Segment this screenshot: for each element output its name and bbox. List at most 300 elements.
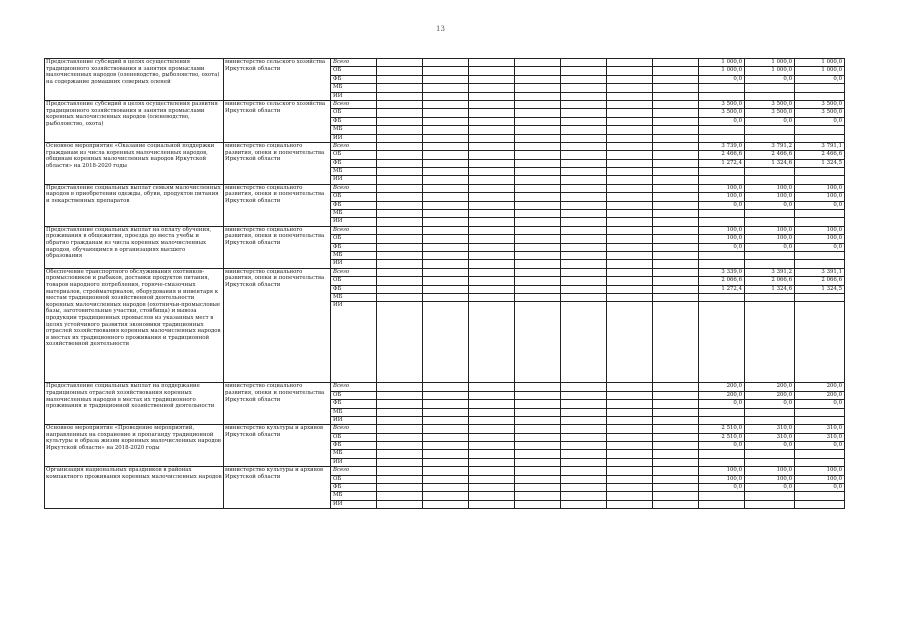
empty-cell xyxy=(561,416,607,424)
activity-cell: Предоставление субсидий в целях осуществления традиционного хозяйствования и занятия промыслами малочисленных народов (оленеводство, рыболовство, охота) на содержание домашних северных оленей xyxy=(45,59,224,101)
empty-cell xyxy=(515,383,561,391)
empty-cell xyxy=(653,383,699,391)
value-cell: 3 791,1 xyxy=(795,142,845,150)
empty-cell xyxy=(653,193,699,201)
empty-cell xyxy=(653,285,699,293)
table-body xyxy=(45,59,845,509)
empty-cell xyxy=(423,391,469,399)
empty-cell xyxy=(607,159,653,167)
value-cell: 0,0 xyxy=(745,117,795,125)
value-cell xyxy=(795,168,845,176)
agency-cell: министерство сельского хозяйства Иркутской области xyxy=(224,59,331,101)
value-cell: 1 000,0 xyxy=(699,67,745,75)
empty-cell xyxy=(377,100,423,108)
source-cell: МБ xyxy=(331,251,377,259)
empty-cell xyxy=(515,475,561,483)
source-cell: ФБ xyxy=(331,117,377,125)
agency-cell: министерство социального развития, опеки и попечительства Иркутской области xyxy=(224,142,331,184)
source-cell: ОБ xyxy=(331,277,377,285)
empty-cell xyxy=(561,184,607,192)
empty-cell xyxy=(515,492,561,500)
empty-cell xyxy=(607,117,653,125)
empty-cell xyxy=(423,433,469,441)
value-cell: 0,0 xyxy=(795,117,845,125)
empty-cell xyxy=(469,425,515,433)
empty-cell xyxy=(561,383,607,391)
empty-cell xyxy=(561,126,607,134)
value-cell xyxy=(745,416,795,424)
source-cell: ИИ xyxy=(331,302,377,383)
empty-cell xyxy=(515,84,561,92)
empty-cell xyxy=(653,484,699,492)
page-number: 13 xyxy=(436,25,445,33)
agency-cell: министерство социального развития, опеки и попечительства Иркутской области xyxy=(224,226,331,268)
empty-cell xyxy=(377,92,423,100)
empty-cell xyxy=(653,251,699,259)
source-cell: МБ xyxy=(331,450,377,458)
empty-cell xyxy=(561,92,607,100)
empty-cell xyxy=(653,475,699,483)
empty-cell xyxy=(653,134,699,142)
value-cell xyxy=(795,408,845,416)
empty-cell xyxy=(653,391,699,399)
empty-cell xyxy=(377,193,423,201)
empty-cell xyxy=(515,408,561,416)
empty-cell xyxy=(423,425,469,433)
empty-cell xyxy=(423,210,469,218)
empty-cell xyxy=(515,433,561,441)
empty-cell xyxy=(469,92,515,100)
empty-cell xyxy=(561,467,607,475)
empty-cell xyxy=(423,467,469,475)
value-cell: 3 391,1 xyxy=(795,268,845,276)
empty-cell xyxy=(377,277,423,285)
value-cell xyxy=(699,492,745,500)
value-cell: 310,0 xyxy=(745,425,795,433)
empty-cell xyxy=(561,210,607,218)
empty-cell xyxy=(561,59,607,67)
empty-cell xyxy=(377,450,423,458)
empty-cell xyxy=(653,416,699,424)
value-cell: 100,0 xyxy=(699,193,745,201)
empty-cell xyxy=(561,285,607,293)
empty-cell xyxy=(377,126,423,134)
empty-cell xyxy=(423,458,469,466)
empty-cell xyxy=(469,75,515,83)
empty-cell xyxy=(653,408,699,416)
value-cell: 200,0 xyxy=(699,391,745,399)
empty-cell xyxy=(515,235,561,243)
empty-cell xyxy=(469,142,515,150)
value-cell: 3 500,0 xyxy=(795,109,845,117)
empty-cell xyxy=(561,475,607,483)
source-cell: ОБ xyxy=(331,67,377,75)
value-cell: 3 791,2 xyxy=(745,142,795,150)
value-cell: 0,0 xyxy=(699,117,745,125)
source-cell: ИИ xyxy=(331,500,377,508)
value-cell xyxy=(699,210,745,218)
empty-cell xyxy=(423,235,469,243)
empty-cell xyxy=(515,176,561,184)
empty-cell xyxy=(561,260,607,268)
empty-cell xyxy=(423,142,469,150)
value-cell xyxy=(795,302,845,383)
value-cell: 0,0 xyxy=(699,484,745,492)
value-cell xyxy=(699,458,745,466)
empty-cell xyxy=(469,442,515,450)
value-cell: 100,0 xyxy=(745,226,795,234)
empty-cell xyxy=(469,176,515,184)
empty-cell xyxy=(469,492,515,500)
empty-cell xyxy=(377,134,423,142)
empty-cell xyxy=(653,126,699,134)
value-cell: 0,0 xyxy=(745,243,795,251)
empty-cell xyxy=(469,467,515,475)
empty-cell xyxy=(653,67,699,75)
value-cell xyxy=(699,126,745,134)
empty-cell xyxy=(561,408,607,416)
empty-cell xyxy=(423,84,469,92)
value-cell xyxy=(745,126,795,134)
empty-cell xyxy=(377,59,423,67)
empty-cell xyxy=(377,492,423,500)
empty-cell xyxy=(561,268,607,276)
empty-cell xyxy=(515,126,561,134)
value-cell: 100,0 xyxy=(699,235,745,243)
empty-cell xyxy=(561,67,607,75)
value-cell xyxy=(795,500,845,508)
empty-cell xyxy=(423,67,469,75)
value-cell xyxy=(745,92,795,100)
empty-cell xyxy=(561,117,607,125)
empty-cell xyxy=(469,226,515,234)
empty-cell xyxy=(377,268,423,276)
empty-cell xyxy=(607,251,653,259)
empty-cell xyxy=(377,302,423,383)
empty-cell xyxy=(423,260,469,268)
empty-cell xyxy=(653,458,699,466)
empty-cell xyxy=(653,159,699,167)
source-cell: МБ xyxy=(331,293,377,301)
empty-cell xyxy=(561,484,607,492)
value-cell xyxy=(795,260,845,268)
empty-cell xyxy=(607,400,653,408)
empty-cell xyxy=(607,84,653,92)
empty-cell xyxy=(561,134,607,142)
empty-cell xyxy=(423,450,469,458)
empty-cell xyxy=(423,134,469,142)
empty-cell xyxy=(653,450,699,458)
empty-cell xyxy=(653,75,699,83)
empty-cell xyxy=(469,168,515,176)
value-cell xyxy=(699,302,745,383)
source-cell: МБ xyxy=(331,168,377,176)
empty-cell xyxy=(469,243,515,251)
value-cell: 0,0 xyxy=(699,75,745,83)
source-cell: МБ xyxy=(331,408,377,416)
empty-cell xyxy=(653,467,699,475)
value-cell: 0,0 xyxy=(795,442,845,450)
value-cell xyxy=(699,500,745,508)
empty-cell xyxy=(515,293,561,301)
empty-cell xyxy=(469,400,515,408)
empty-cell xyxy=(561,251,607,259)
empty-cell xyxy=(469,285,515,293)
empty-cell xyxy=(377,109,423,117)
source-cell: ФБ xyxy=(331,201,377,209)
empty-cell xyxy=(423,201,469,209)
value-cell: 2 066,6 xyxy=(699,277,745,285)
agency-cell: министерство социального развития, опеки и попечительства Иркутской области xyxy=(224,383,331,425)
empty-cell xyxy=(561,151,607,159)
empty-cell xyxy=(607,75,653,83)
empty-cell xyxy=(423,109,469,117)
funding-table xyxy=(44,58,845,509)
empty-cell xyxy=(377,383,423,391)
empty-cell xyxy=(607,492,653,500)
empty-cell xyxy=(377,293,423,301)
agency-cell: министерство социального развития, опеки и попечительства Иркутской области xyxy=(224,268,331,383)
empty-cell xyxy=(469,391,515,399)
empty-cell xyxy=(607,425,653,433)
empty-cell xyxy=(561,218,607,226)
empty-cell xyxy=(377,442,423,450)
empty-cell xyxy=(653,492,699,500)
value-cell: 100,0 xyxy=(699,475,745,483)
value-cell xyxy=(745,134,795,142)
empty-cell xyxy=(469,251,515,259)
value-cell: 310,0 xyxy=(795,425,845,433)
empty-cell xyxy=(607,408,653,416)
empty-cell xyxy=(423,168,469,176)
value-cell: 1 272,4 xyxy=(699,159,745,167)
empty-cell xyxy=(377,400,423,408)
value-cell: 2 466,6 xyxy=(745,151,795,159)
value-cell: 310,0 xyxy=(745,433,795,441)
empty-cell xyxy=(653,260,699,268)
source-cell: ИИ xyxy=(331,260,377,268)
value-cell: 100,0 xyxy=(795,467,845,475)
empty-cell xyxy=(377,226,423,234)
empty-cell xyxy=(423,277,469,285)
value-cell xyxy=(699,92,745,100)
agency-cell: министерство культуры и архивов Иркутской области xyxy=(224,425,331,467)
value-cell: 310,0 xyxy=(795,433,845,441)
empty-cell xyxy=(515,117,561,125)
empty-cell xyxy=(377,425,423,433)
source-cell: ФБ xyxy=(331,285,377,293)
empty-cell xyxy=(469,302,515,383)
empty-cell xyxy=(423,184,469,192)
empty-cell xyxy=(653,235,699,243)
empty-cell xyxy=(469,151,515,159)
value-cell: 0,0 xyxy=(699,201,745,209)
empty-cell xyxy=(607,260,653,268)
empty-cell xyxy=(423,251,469,259)
empty-cell xyxy=(653,500,699,508)
empty-cell xyxy=(607,184,653,192)
empty-cell xyxy=(423,442,469,450)
empty-cell xyxy=(515,260,561,268)
empty-cell xyxy=(423,408,469,416)
empty-cell xyxy=(607,484,653,492)
empty-cell xyxy=(469,235,515,243)
empty-cell xyxy=(561,193,607,201)
empty-cell xyxy=(423,176,469,184)
table-row xyxy=(45,268,845,276)
value-cell xyxy=(795,92,845,100)
value-cell: 0,0 xyxy=(795,201,845,209)
value-cell xyxy=(699,260,745,268)
empty-cell xyxy=(377,142,423,150)
empty-cell xyxy=(469,484,515,492)
value-cell xyxy=(745,218,795,226)
empty-cell xyxy=(469,458,515,466)
empty-cell xyxy=(515,251,561,259)
empty-cell xyxy=(377,458,423,466)
empty-cell xyxy=(607,235,653,243)
value-cell xyxy=(745,458,795,466)
activity-cell: Основное мероприятие «Оказание социальной поддержки гражданам из числа коренных малочисленных народов, общинам коренных малочисленных народов Иркутской области» на 2018-2020 годы xyxy=(45,142,224,184)
source-cell: ОБ xyxy=(331,235,377,243)
value-cell xyxy=(699,408,745,416)
empty-cell xyxy=(653,84,699,92)
empty-cell xyxy=(653,442,699,450)
empty-cell xyxy=(515,416,561,424)
empty-cell xyxy=(607,218,653,226)
empty-cell xyxy=(469,218,515,226)
empty-cell xyxy=(423,126,469,134)
value-cell: 100,0 xyxy=(745,184,795,192)
empty-cell xyxy=(515,193,561,201)
empty-cell xyxy=(377,416,423,424)
value-cell: 100,0 xyxy=(795,184,845,192)
empty-cell xyxy=(515,391,561,399)
empty-cell xyxy=(469,277,515,285)
empty-cell xyxy=(515,425,561,433)
value-cell xyxy=(745,84,795,92)
empty-cell xyxy=(607,277,653,285)
empty-cell xyxy=(561,458,607,466)
empty-cell xyxy=(515,442,561,450)
empty-cell xyxy=(653,243,699,251)
empty-cell xyxy=(469,408,515,416)
empty-cell xyxy=(515,151,561,159)
value-cell xyxy=(745,408,795,416)
empty-cell xyxy=(515,467,561,475)
value-cell: 2 066,6 xyxy=(745,277,795,285)
value-cell: 1 000,0 xyxy=(795,67,845,75)
value-cell: 100,0 xyxy=(699,184,745,192)
empty-cell xyxy=(469,159,515,167)
value-cell: 200,0 xyxy=(795,391,845,399)
value-cell: 0,0 xyxy=(795,484,845,492)
source-cell: ОБ xyxy=(331,193,377,201)
value-cell xyxy=(745,293,795,301)
source-cell: МБ xyxy=(331,84,377,92)
empty-cell xyxy=(469,100,515,108)
empty-cell xyxy=(423,243,469,251)
value-cell xyxy=(745,168,795,176)
empty-cell xyxy=(561,100,607,108)
empty-cell xyxy=(653,100,699,108)
value-cell: 0,0 xyxy=(699,400,745,408)
empty-cell xyxy=(561,425,607,433)
empty-cell xyxy=(377,243,423,251)
table-row xyxy=(45,100,845,108)
empty-cell xyxy=(653,293,699,301)
value-cell: 100,0 xyxy=(699,226,745,234)
table-row xyxy=(45,226,845,234)
empty-cell xyxy=(607,450,653,458)
empty-cell xyxy=(469,268,515,276)
empty-cell xyxy=(607,475,653,483)
empty-cell xyxy=(607,433,653,441)
empty-cell xyxy=(377,117,423,125)
value-cell xyxy=(795,416,845,424)
value-cell: 100,0 xyxy=(795,235,845,243)
empty-cell xyxy=(653,151,699,159)
empty-cell xyxy=(469,134,515,142)
empty-cell xyxy=(377,408,423,416)
empty-cell xyxy=(377,201,423,209)
empty-cell xyxy=(561,142,607,150)
source-cell: Всего xyxy=(331,100,377,108)
source-cell: МБ xyxy=(331,210,377,218)
source-cell: Всего xyxy=(331,383,377,391)
value-cell: 3 500,0 xyxy=(745,109,795,117)
source-cell: ИИ xyxy=(331,416,377,424)
value-cell: 0,0 xyxy=(745,484,795,492)
value-cell: 0,0 xyxy=(699,442,745,450)
source-cell: Всего xyxy=(331,59,377,67)
empty-cell xyxy=(515,159,561,167)
value-cell xyxy=(699,84,745,92)
activity-cell: Предоставление социальных выплат на поддержание традиционных отраслей хозяйствования коренных малочисленных народов в местах их традиционного проживания и традиционной хозяйственной деятельности xyxy=(45,383,224,425)
empty-cell xyxy=(607,210,653,218)
value-cell: 1 000,0 xyxy=(795,59,845,67)
empty-cell xyxy=(515,218,561,226)
empty-cell xyxy=(561,109,607,117)
value-cell: 3 391,2 xyxy=(745,268,795,276)
table-row xyxy=(45,467,845,475)
source-cell: Всего xyxy=(331,268,377,276)
value-cell: 1 272,4 xyxy=(699,285,745,293)
value-cell xyxy=(699,176,745,184)
value-cell: 1 324,5 xyxy=(795,159,845,167)
empty-cell xyxy=(607,383,653,391)
empty-cell xyxy=(515,243,561,251)
empty-cell xyxy=(653,201,699,209)
value-cell: 1 324,5 xyxy=(795,285,845,293)
empty-cell xyxy=(423,383,469,391)
source-cell: ИИ xyxy=(331,218,377,226)
empty-cell xyxy=(653,142,699,150)
value-cell xyxy=(699,218,745,226)
empty-cell xyxy=(607,268,653,276)
empty-cell xyxy=(561,442,607,450)
empty-cell xyxy=(607,416,653,424)
value-cell: 200,0 xyxy=(745,383,795,391)
empty-cell xyxy=(423,218,469,226)
empty-cell xyxy=(607,59,653,67)
value-cell: 200,0 xyxy=(699,383,745,391)
value-cell xyxy=(795,492,845,500)
agency-cell: министерство сельского хозяйства Иркутской области xyxy=(224,100,331,142)
empty-cell xyxy=(515,484,561,492)
empty-cell xyxy=(515,500,561,508)
activity-cell: Предоставление социальных выплат на оплату обучения, проживания в общежитии, проезда до места учебы и обратно гражданам из числа коренных малочисленных народов, обучающимся в организациях высшего образования xyxy=(45,226,224,268)
